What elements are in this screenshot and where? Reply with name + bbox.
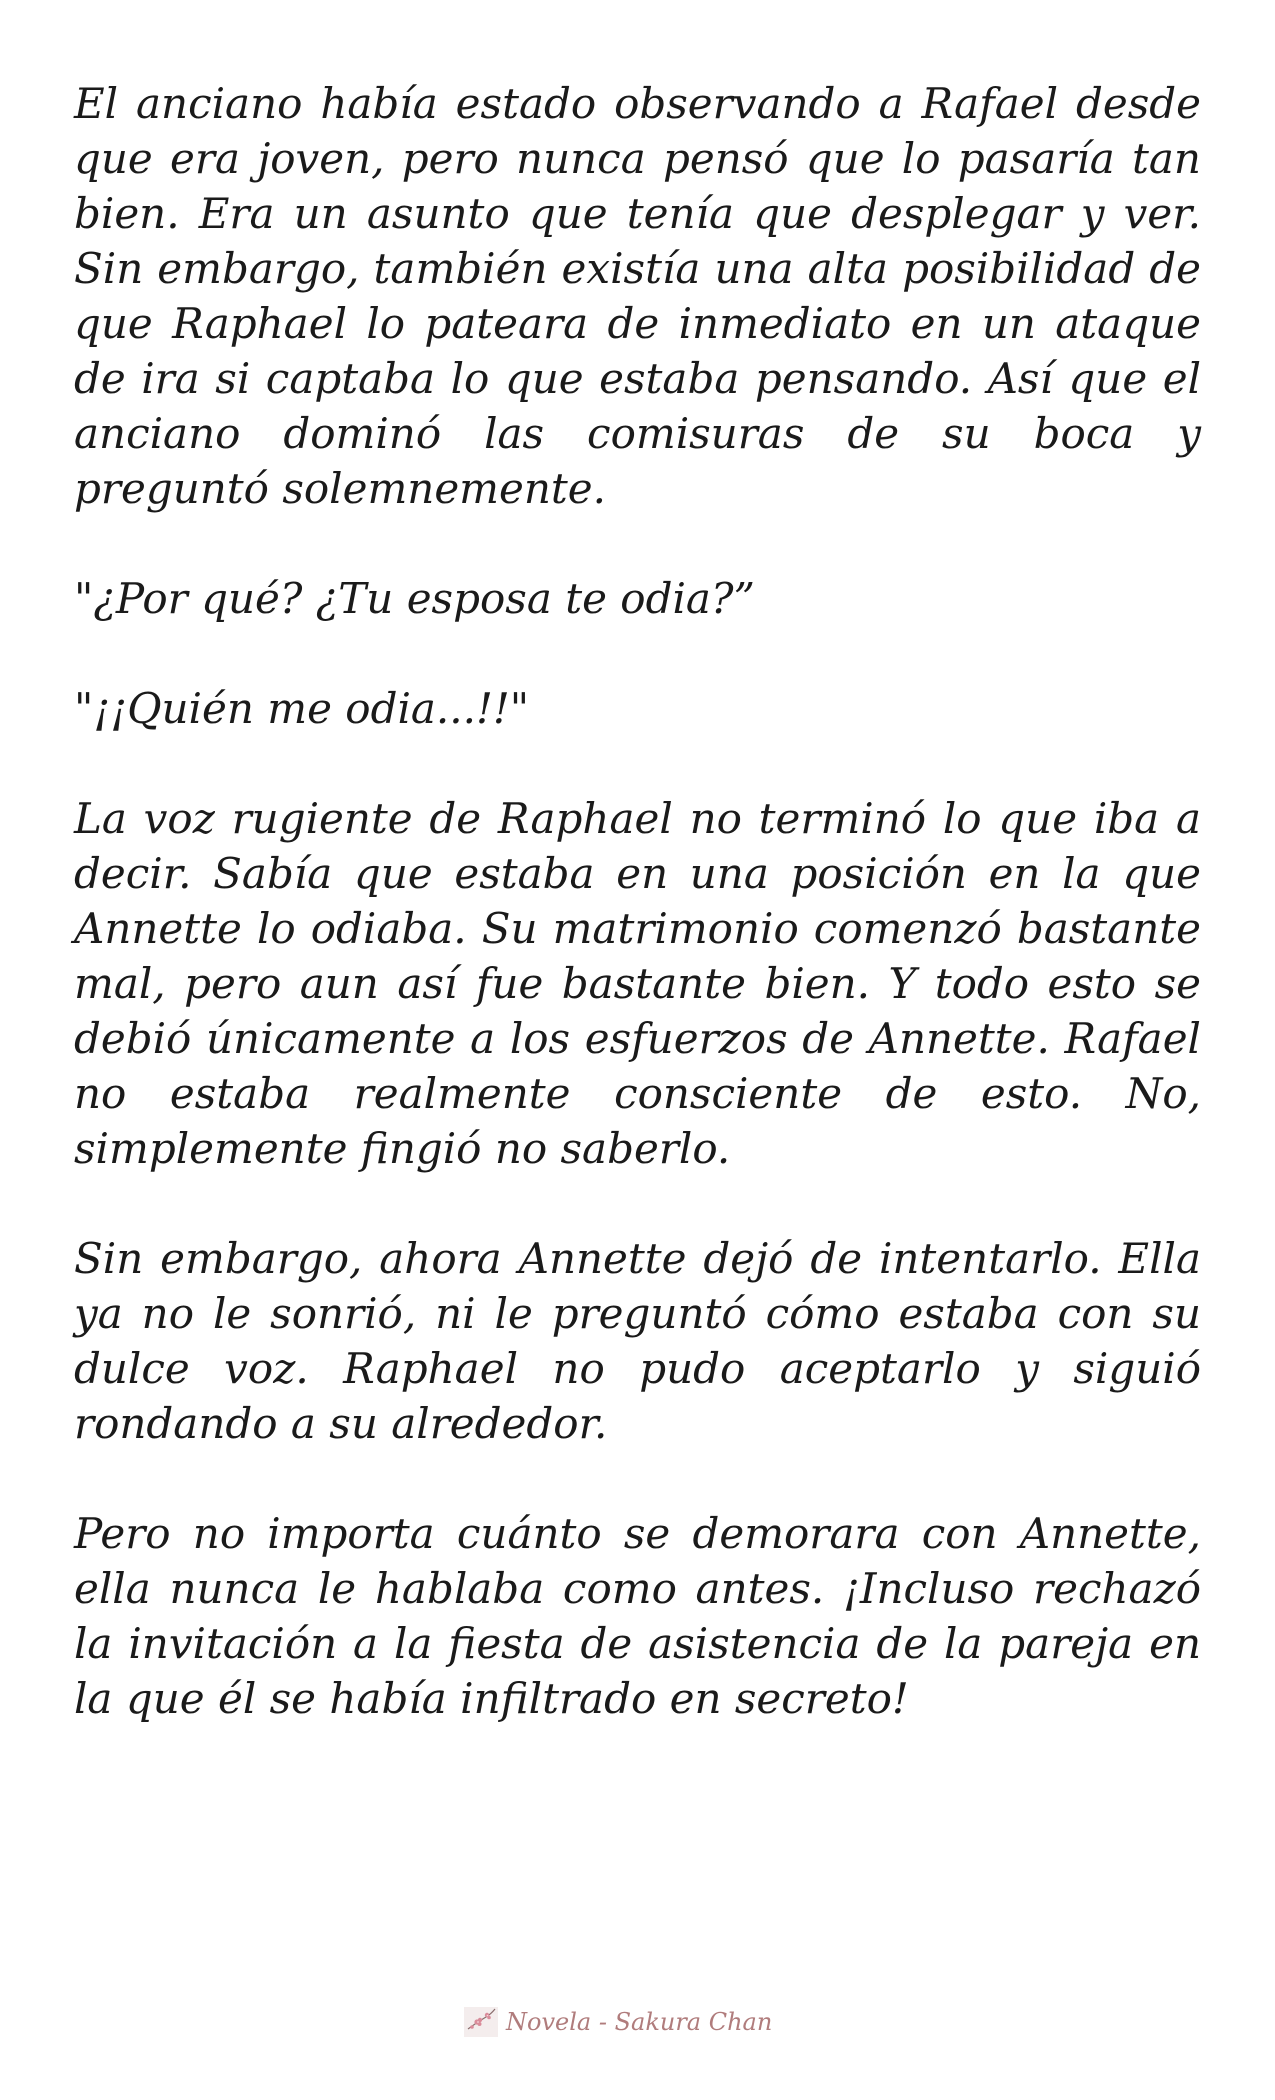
watermark [462,2000,772,2044]
sakura-blossom-icon [462,2003,500,2041]
dialogue-line: "¿Por qué? ¿Tu esposa te odia?” [74,574,755,623]
paragraph: Sin embargo, ahora Annette dejó de intentarlo. Ella ya no le sonrió, ni le preguntó cómo estaba con su dulce voz. Raphael no pudo aceptarlo y siguió rondando a su alrededor. [74,1234,1201,1448]
story-text [74,76,1201,1781]
paragraph: La voz rugiente de Raphael no terminó lo que iba a decir. Sabía que estaba en una posición en la que Annette lo odiaba. Su matrimonio comenzó bastante mal, pero aun así fue bastante bien. Y todo esto se debió únicamente a los esfuerzos de Annette. Rafael no estaba realmente consciente de esto. No, simplemente fingió no saberlo. [74,794,1201,1173]
watermark-text: Novela - Sakura Chan [506,2008,773,2036]
paragraph: Pero no importa cuánto se demorara con Annette, ella nunca le hablaba como antes. ¡Incluso rechazó la invitación a la fiesta de asistencia de la pareja en la que él se había infiltrado en secreto! [74,1509,1201,1723]
paragraph: El anciano había estado observando a Rafael desde que era joven, pero nunca pensó que lo pasaría tan bien. Era un asunto que tenía que desplegar y ver. Sin embargo, también existía una alta posibilidad de que Raphael lo pateara de inmediato en un ataque de ira si captaba lo que estaba pensando. Así que el anciano dominó las comisuras de su boca y preguntó solemnemente. [74,79,1201,513]
dialogue-line: "¡¡Quién me odia...!!" [74,684,530,733]
